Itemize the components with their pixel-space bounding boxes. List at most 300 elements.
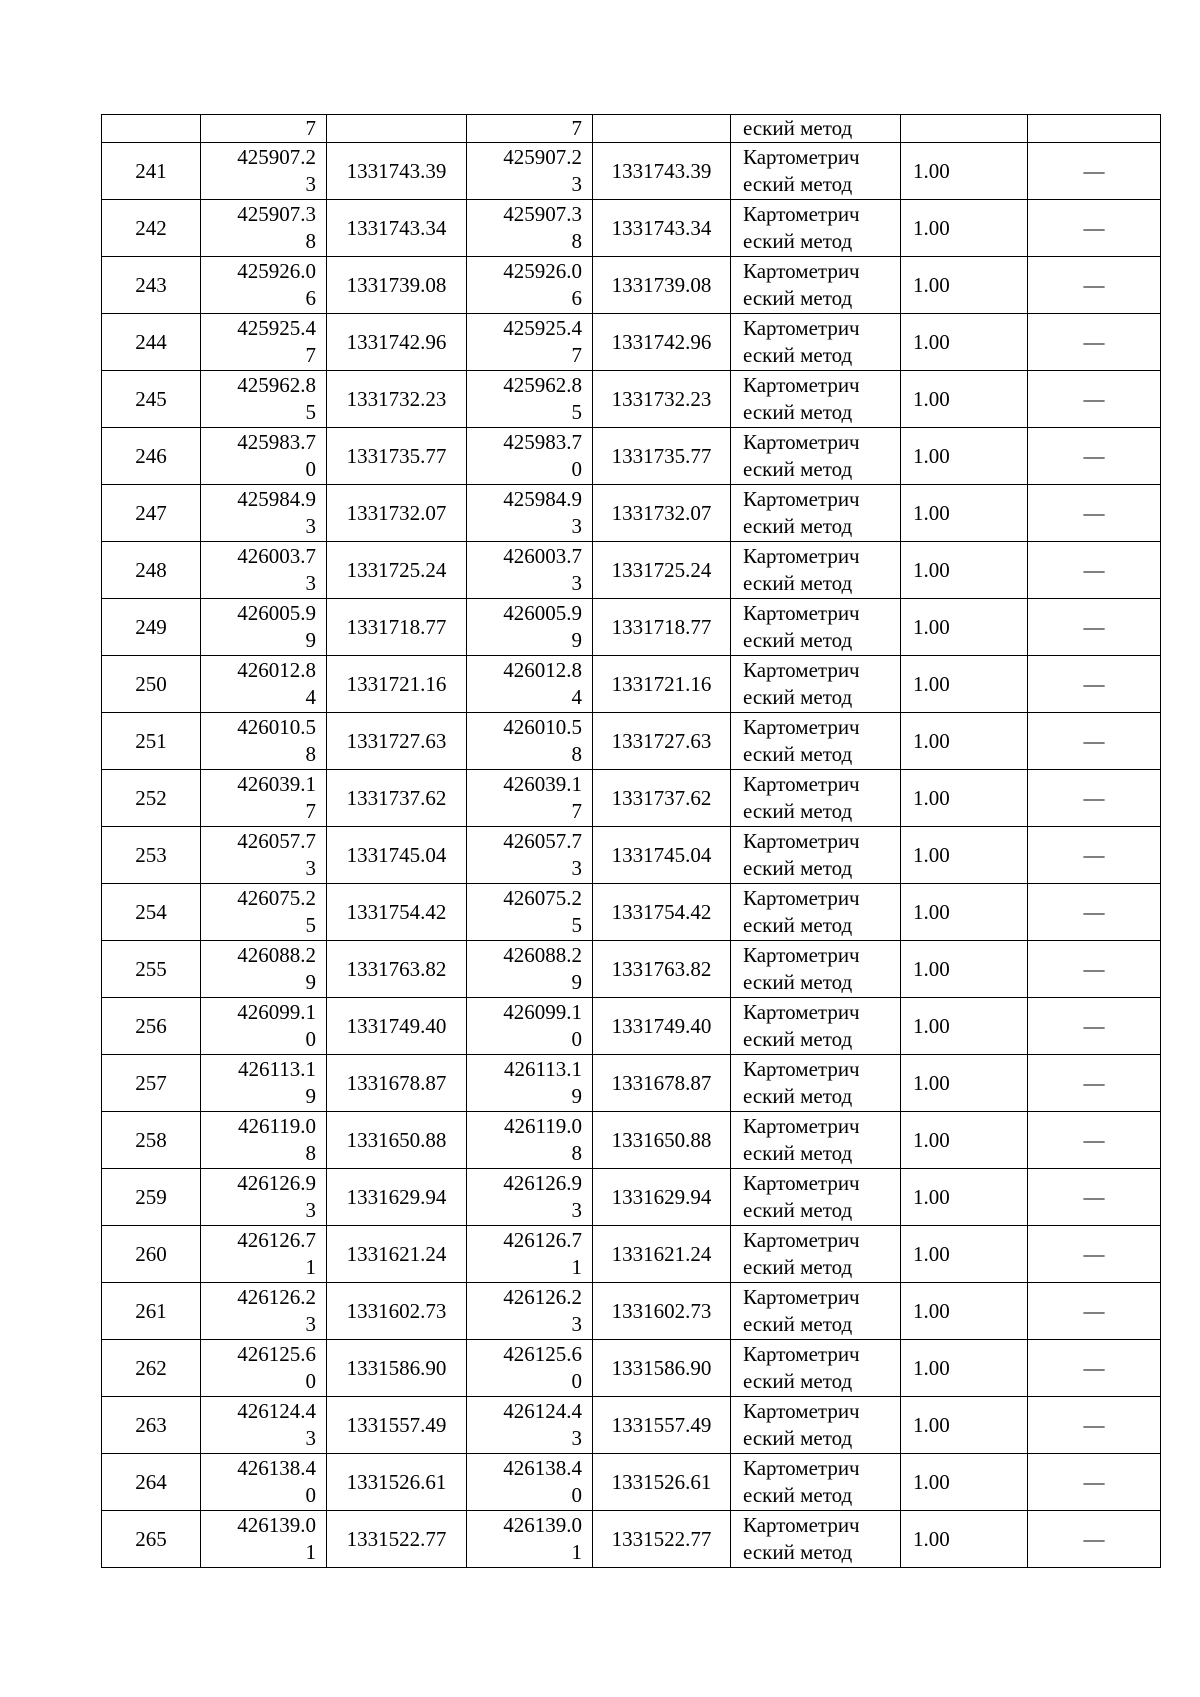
- cell-x-new-line-2: 0: [571, 457, 582, 481]
- cell-method-line-2: еский метод: [743, 856, 853, 880]
- cell-x-new: [467, 542, 593, 599]
- cell-x-existing-line-2: 7: [305, 343, 316, 367]
- cell-description: [1028, 115, 1161, 143]
- cell-x-new: [467, 143, 593, 200]
- cell-x-existing-line-2: 3: [305, 172, 316, 196]
- cell-point-number: 264: [102, 1454, 201, 1511]
- table-row: [102, 1169, 1161, 1226]
- cell-method-line-1: Картометрич: [743, 1399, 860, 1423]
- cell-method-line-2: еский метод: [743, 514, 853, 538]
- cell-method: [731, 1169, 901, 1226]
- cell-x-new-line-1: 426119.0: [504, 1114, 582, 1138]
- cell-x-existing: [201, 1055, 327, 1112]
- cell-point-number: 257: [102, 1055, 201, 1112]
- cell-x-existing: [201, 713, 327, 770]
- cell-precision: 1.00: [901, 713, 1028, 770]
- cell-x-existing: [201, 599, 327, 656]
- cell-y-new: 1331678.87: [593, 1055, 731, 1112]
- cell-method-line-2: еский метод: [743, 799, 853, 823]
- cell-precision: 1.00: [901, 1112, 1028, 1169]
- cell-x-new-line-2: 0: [571, 1483, 582, 1507]
- cell-x-new: [467, 827, 593, 884]
- cell-y-new: 1331739.08: [593, 257, 731, 314]
- cell-x-new: [467, 1055, 593, 1112]
- cell-x-new: [467, 1397, 593, 1454]
- cell-y-existing: 1331526.61: [327, 1454, 467, 1511]
- cell-method-line-2: еский метод: [743, 1540, 853, 1564]
- cell-y-existing: 1331743.39: [327, 143, 467, 200]
- cell-method: [731, 1226, 901, 1283]
- cell-x-existing-line-1: 426039.1: [237, 772, 316, 796]
- cell-method-line-1: Картометрич: [743, 772, 860, 796]
- cell-precision: 1.00: [901, 1283, 1028, 1340]
- cell-x-existing: [201, 1340, 327, 1397]
- cell-x-new-line-1: 425984.9: [503, 487, 582, 511]
- cell-x-new-line-1: 425907.2: [503, 145, 582, 169]
- cell-description: —: [1028, 1511, 1161, 1568]
- table-row: [102, 1055, 1161, 1112]
- cell-x-existing-line-2: 3: [305, 571, 316, 595]
- cell-method-line-1: Картометрич: [743, 145, 860, 169]
- cell-x-existing: [201, 884, 327, 941]
- cell-method: [731, 143, 901, 200]
- cell-method-line-2: еский метод: [743, 343, 853, 367]
- cell-x-existing-line-2: 8: [305, 229, 316, 253]
- cell-method-line-1: Картометрич: [743, 1228, 860, 1252]
- cell-description: —: [1028, 941, 1161, 998]
- cell-x-new: [467, 1283, 593, 1340]
- cell-x-new-line-2: 9: [571, 628, 582, 652]
- cell-x-new-line-1: 426088.2: [503, 943, 582, 967]
- cell-y-existing: 1331749.40: [327, 998, 467, 1055]
- cell-x-existing-line-2: 5: [305, 913, 316, 937]
- cell-x-new: [467, 713, 593, 770]
- cell-y-new: 1331732.23: [593, 371, 731, 428]
- table-row: [102, 1340, 1161, 1397]
- cell-x-existing-line-1: 426126.7: [237, 1228, 316, 1252]
- table-row: [102, 656, 1161, 713]
- cell-x-new: [467, 1340, 593, 1397]
- cell-method-line-1: Картометрич: [743, 1057, 860, 1081]
- cell-method-line-2: еский метод: [743, 400, 853, 424]
- cell-point-number: 252: [102, 770, 201, 827]
- cell-x-existing-line-2: 7: [305, 799, 316, 823]
- cell-x-existing-line-1: 426010.5: [237, 715, 316, 739]
- cell-x-new-line-2: 3: [571, 1426, 582, 1450]
- cell-precision: 1.00: [901, 371, 1028, 428]
- cell-y-new: 1331742.96: [593, 314, 731, 371]
- cell-method-line-1: Картометрич: [743, 1000, 860, 1024]
- cell-x-new-line-1: 426126.2: [503, 1285, 582, 1309]
- cell-method-line-2: еский метод: [743, 1084, 853, 1108]
- cell-x-existing-line-2: 3: [305, 514, 316, 538]
- cell-y-new: 1331557.49: [593, 1397, 731, 1454]
- table-row: [102, 257, 1161, 314]
- cell-x-existing: [201, 371, 327, 428]
- cell-point-number: [102, 115, 201, 143]
- table-row: [102, 884, 1161, 941]
- cell-x-existing-line-1: 426126.9: [237, 1171, 316, 1195]
- cell-point-number: 243: [102, 257, 201, 314]
- cell-y-new: 1331745.04: [593, 827, 731, 884]
- cell-x-existing-line-2: 8: [305, 742, 316, 766]
- cell-method-line-1: Картометрич: [743, 202, 860, 226]
- cell-method: [731, 884, 901, 941]
- cell-x-new-line-1: 425926.0: [503, 259, 582, 283]
- cell-precision: 1.00: [901, 143, 1028, 200]
- cell-x-new: [467, 656, 593, 713]
- cell-x-existing-line-2: 3: [305, 856, 316, 880]
- cell-method: [731, 542, 901, 599]
- table-row-continued: [102, 115, 1161, 143]
- cell-method: [731, 827, 901, 884]
- cell-y-new: 1331749.40: [593, 998, 731, 1055]
- cell-x-new-line-2: 3: [571, 571, 582, 595]
- cell-x-existing-line-1: 426088.2: [237, 943, 316, 967]
- cell-method-line-2: еский метод: [743, 628, 853, 652]
- cell-y-existing: 1331739.08: [327, 257, 467, 314]
- table-row: [102, 371, 1161, 428]
- cell-method-line-1: Картометрич: [743, 487, 860, 511]
- cell-y-existing: 1331732.07: [327, 485, 467, 542]
- cell-x-existing-line-1: 425926.0: [237, 259, 316, 283]
- cell-precision: 1.00: [901, 998, 1028, 1055]
- cell-x-new-line-1: 426075.2: [503, 886, 582, 910]
- cell-y-new: [593, 115, 731, 143]
- cell-x-new-line-1: 426012.8: [503, 658, 582, 682]
- table-row: [102, 713, 1161, 770]
- cell-x-new-line-2: 8: [571, 1141, 582, 1165]
- table-row: [102, 827, 1161, 884]
- cell-x-new-line-2: 3: [571, 172, 582, 196]
- cell-description: —: [1028, 485, 1161, 542]
- cell-method-line-2: еский метод: [743, 742, 853, 766]
- cell-method: [731, 485, 901, 542]
- cell-precision: 1.00: [901, 1055, 1028, 1112]
- cell-x-new: [467, 200, 593, 257]
- cell-description: —: [1028, 1454, 1161, 1511]
- cell-x-existing-line-1: 425983.7: [237, 430, 316, 454]
- cell-x-new-line-2: 5: [571, 913, 582, 937]
- cell-description: —: [1028, 599, 1161, 656]
- cell-x-existing: [201, 941, 327, 998]
- cell-method: [731, 599, 901, 656]
- cell-y-new: 1331526.61: [593, 1454, 731, 1511]
- table-row: [102, 1283, 1161, 1340]
- cell-precision: 1.00: [901, 314, 1028, 371]
- cell-y-existing: 1331721.16: [327, 656, 467, 713]
- cell-precision: 1.00: [901, 1511, 1028, 1568]
- cell-precision: 1.00: [901, 656, 1028, 713]
- cell-y-new: 1331754.42: [593, 884, 731, 941]
- cell-description: —: [1028, 998, 1161, 1055]
- coordinates-table: [101, 114, 1161, 1568]
- cell-precision: 1.00: [901, 941, 1028, 998]
- cell-y-existing: 1331557.49: [327, 1397, 467, 1454]
- cell-y-existing: 1331718.77: [327, 599, 467, 656]
- cell-x-new-line-1: 426010.5: [503, 715, 582, 739]
- cell-y-existing: 1331727.63: [327, 713, 467, 770]
- table-row: [102, 200, 1161, 257]
- cell-method: [731, 1511, 901, 1568]
- cell-method-line-2: еский метод: [743, 571, 853, 595]
- table-row: [102, 428, 1161, 485]
- cell-method-line-2: еский метод: [743, 286, 853, 310]
- cell-x-new-line-2: 0: [571, 1369, 582, 1393]
- cell-x-new: [467, 599, 593, 656]
- cell-description: —: [1028, 1226, 1161, 1283]
- cell-description: —: [1028, 1283, 1161, 1340]
- cell-method: [731, 371, 901, 428]
- table-row: [102, 1226, 1161, 1283]
- cell-x-existing: [201, 1283, 327, 1340]
- cell-method-line-1: Картометрич: [743, 658, 860, 682]
- cell-x-new: [467, 1454, 593, 1511]
- table-body: [102, 115, 1161, 1568]
- cell-method: [731, 1454, 901, 1511]
- cell-y-existing: 1331735.77: [327, 428, 467, 485]
- cell-x-new-line-2: 3: [571, 1312, 582, 1336]
- cell-x-new-line-2: 4: [571, 685, 582, 709]
- cell-x-existing-line-1: 426125.6: [237, 1342, 316, 1366]
- cell-precision: 1.00: [901, 770, 1028, 827]
- cell-description: —: [1028, 1055, 1161, 1112]
- cell-precision: 1.00: [901, 1169, 1028, 1226]
- cell-x-existing: [201, 485, 327, 542]
- cell-x-existing-line-2: 9: [305, 1084, 316, 1108]
- cell-method-line-2: еский метод: [743, 1483, 853, 1507]
- cell-x-new-line-1: 426125.6: [503, 1342, 582, 1366]
- cell-x-existing-line-2: 3: [305, 1198, 316, 1222]
- cell-method-line-1: Картометрич: [743, 1513, 860, 1537]
- cell-x-new-line-2: 5: [571, 400, 582, 424]
- cell-method: еский метод: [731, 115, 901, 143]
- cell-x-new: [467, 941, 593, 998]
- cell-x-new-line-2: 1: [571, 1540, 582, 1564]
- cell-x-existing-line-1: 426126.2: [237, 1285, 316, 1309]
- cell-method: [731, 314, 901, 371]
- cell-x-existing: [201, 998, 327, 1055]
- cell-point-number: 262: [102, 1340, 201, 1397]
- cell-method-line-1: Картометрич: [743, 1285, 860, 1309]
- cell-point-number: 250: [102, 656, 201, 713]
- cell-description: —: [1028, 884, 1161, 941]
- cell-x-new-line-1: 425907.3: [503, 202, 582, 226]
- cell-precision: 1.00: [901, 542, 1028, 599]
- cell-y-new: 1331735.77: [593, 428, 731, 485]
- cell-x-existing: [201, 1511, 327, 1568]
- cell-x-new: [467, 485, 593, 542]
- cell-y-existing: 1331742.96: [327, 314, 467, 371]
- cell-method: [731, 941, 901, 998]
- cell-x-new-line-1: 426003.7: [503, 544, 582, 568]
- cell-precision: 1.00: [901, 485, 1028, 542]
- cell-precision: 1.00: [901, 827, 1028, 884]
- cell-x-existing-line-2: 1: [305, 1255, 316, 1279]
- table-row: [102, 1397, 1161, 1454]
- cell-method-line-2: еский метод: [743, 970, 853, 994]
- cell-point-number: 251: [102, 713, 201, 770]
- cell-y-existing: 1331621.24: [327, 1226, 467, 1283]
- cell-y-existing: [327, 115, 467, 143]
- cell-x-new-line-1: 426126.7: [503, 1228, 582, 1252]
- cell-x-existing-line-2: 3: [305, 1312, 316, 1336]
- cell-point-number: 265: [102, 1511, 201, 1568]
- cell-x-new: [467, 1226, 593, 1283]
- cell-method-line-2: еский метод: [743, 1027, 853, 1051]
- cell-y-existing: 1331754.42: [327, 884, 467, 941]
- cell-point-number: 241: [102, 143, 201, 200]
- table-row: [102, 314, 1161, 371]
- cell-y-new: 1331718.77: [593, 599, 731, 656]
- cell-x-existing-line-2: 0: [305, 1027, 316, 1051]
- cell-x-existing: [201, 1112, 327, 1169]
- cell-method: [731, 1397, 901, 1454]
- cell-precision: [901, 115, 1028, 143]
- cell-x-new-line-1: 425983.7: [503, 430, 582, 454]
- cell-y-new: 1331725.24: [593, 542, 731, 599]
- cell-x-new: [467, 1511, 593, 1568]
- cell-point-number: 263: [102, 1397, 201, 1454]
- cell-description: —: [1028, 428, 1161, 485]
- cell-x-new-line-1: 426126.9: [503, 1171, 582, 1195]
- cell-y-new: 1331629.94: [593, 1169, 731, 1226]
- cell-x-existing-line-1: 425907.2: [237, 145, 316, 169]
- cell-method: [731, 713, 901, 770]
- cell-method-line-2: еский метод: [743, 1198, 853, 1222]
- cell-method-line-1: Картометрич: [743, 1114, 860, 1138]
- cell-point-number: 249: [102, 599, 201, 656]
- cell-x-new-line-2: 3: [571, 1198, 582, 1222]
- cell-method-line-2: еский метод: [743, 172, 853, 196]
- cell-description: —: [1028, 257, 1161, 314]
- cell-x-existing: [201, 314, 327, 371]
- cell-x-existing: [201, 656, 327, 713]
- cell-method-line-2: еский метод: [743, 685, 853, 709]
- cell-precision: 1.00: [901, 1226, 1028, 1283]
- cell-y-existing: 1331745.04: [327, 827, 467, 884]
- cell-description: —: [1028, 371, 1161, 428]
- table-row: [102, 599, 1161, 656]
- cell-x-new-line-1: 426139.0: [503, 1513, 582, 1537]
- cell-y-existing: 1331763.82: [327, 941, 467, 998]
- cell-y-existing: 1331586.90: [327, 1340, 467, 1397]
- cell-x-existing-line-2: 0: [305, 1483, 316, 1507]
- table-row: [102, 1454, 1161, 1511]
- cell-description: —: [1028, 713, 1161, 770]
- cell-x-existing-line-2: 4: [305, 685, 316, 709]
- cell-method: [731, 428, 901, 485]
- cell-method: [731, 200, 901, 257]
- cell-x-existing-line-1: 426003.7: [237, 544, 316, 568]
- cell-method-line-1: Картометрич: [743, 544, 860, 568]
- cell-x-existing: [201, 542, 327, 599]
- cell-method: [731, 656, 901, 713]
- cell-x-existing: [201, 428, 327, 485]
- cell-x-new-line-1: 426099.1: [503, 1000, 582, 1024]
- cell-method-line-2: еский метод: [743, 1312, 853, 1336]
- cell-x-existing-line-1: 426113.1: [238, 1057, 316, 1081]
- table-row: [102, 1112, 1161, 1169]
- cell-point-number: 260: [102, 1226, 201, 1283]
- cell-y-new: 1331743.34: [593, 200, 731, 257]
- cell-precision: 1.00: [901, 1340, 1028, 1397]
- cell-method-line-1: Картометрич: [743, 1342, 860, 1366]
- cell-method-line-2: еский метод: [743, 457, 853, 481]
- cell-method-line-2: еский метод: [743, 1141, 853, 1165]
- cell-x-existing: [201, 257, 327, 314]
- cell-x-existing-line-2: 0: [305, 457, 316, 481]
- cell-x-existing-line-1: 425907.3: [237, 202, 316, 226]
- cell-x-new-line-2: 9: [571, 1084, 582, 1108]
- cell-x-new: [467, 1112, 593, 1169]
- cell-x-new: [467, 884, 593, 941]
- cell-point-number: 261: [102, 1283, 201, 1340]
- cell-y-existing: 1331743.34: [327, 200, 467, 257]
- cell-x-existing-line-1: 426057.7: [237, 829, 316, 853]
- table-row: [102, 542, 1161, 599]
- cell-x-new-line-2: 9: [571, 970, 582, 994]
- table-row: [102, 998, 1161, 1055]
- cell-x-existing: [201, 1169, 327, 1226]
- cell-x-new-line-2: 7: [571, 799, 582, 823]
- cell-precision: 1.00: [901, 1454, 1028, 1511]
- cell-method: [731, 1283, 901, 1340]
- cell-description: —: [1028, 200, 1161, 257]
- cell-y-new: 1331586.90: [593, 1340, 731, 1397]
- cell-description: —: [1028, 542, 1161, 599]
- cell-precision: 1.00: [901, 884, 1028, 941]
- cell-y-new: 1331743.39: [593, 143, 731, 200]
- table-row: [102, 770, 1161, 827]
- cell-x-new-line-2: 7: [571, 343, 582, 367]
- cell-x-new-line-1: 426124.4: [503, 1399, 582, 1423]
- cell-y-existing: 1331737.62: [327, 770, 467, 827]
- cell-x-new-line-1: 426057.7: [503, 829, 582, 853]
- cell-x-existing: 7: [201, 115, 327, 143]
- cell-x-new-line-1: 426005.9: [503, 601, 582, 625]
- cell-x-new-line-2: 8: [571, 229, 582, 253]
- cell-description: —: [1028, 1397, 1161, 1454]
- cell-x-existing-line-1: 426124.4: [237, 1399, 316, 1423]
- cell-x-existing-line-2: 5: [305, 400, 316, 424]
- cell-point-number: 259: [102, 1169, 201, 1226]
- cell-y-new: 1331727.63: [593, 713, 731, 770]
- cell-y-existing: 1331732.23: [327, 371, 467, 428]
- cell-description: —: [1028, 314, 1161, 371]
- cell-x-existing-line-1: 426099.1: [237, 1000, 316, 1024]
- cell-method-line-1: Картометрич: [743, 259, 860, 283]
- cell-description: —: [1028, 143, 1161, 200]
- cell-precision: 1.00: [901, 257, 1028, 314]
- cell-point-number: 255: [102, 941, 201, 998]
- cell-point-number: 247: [102, 485, 201, 542]
- cell-x-new: [467, 770, 593, 827]
- cell-method: [731, 1055, 901, 1112]
- cell-x-new: [467, 998, 593, 1055]
- cell-method-line-1: Картометрич: [743, 886, 860, 910]
- cell-x-existing-line-1: 426119.0: [238, 1114, 316, 1138]
- cell-x-existing-line-2: 8: [305, 1141, 316, 1165]
- cell-description: —: [1028, 1169, 1161, 1226]
- cell-y-new: 1331763.82: [593, 941, 731, 998]
- cell-y-existing: 1331629.94: [327, 1169, 467, 1226]
- cell-x-new-line-2: 6: [571, 286, 582, 310]
- cell-y-existing: 1331725.24: [327, 542, 467, 599]
- cell-y-new: 1331721.16: [593, 656, 731, 713]
- cell-x-new-line-2: 1: [571, 1255, 582, 1279]
- cell-method-line-1: Картометрич: [743, 715, 860, 739]
